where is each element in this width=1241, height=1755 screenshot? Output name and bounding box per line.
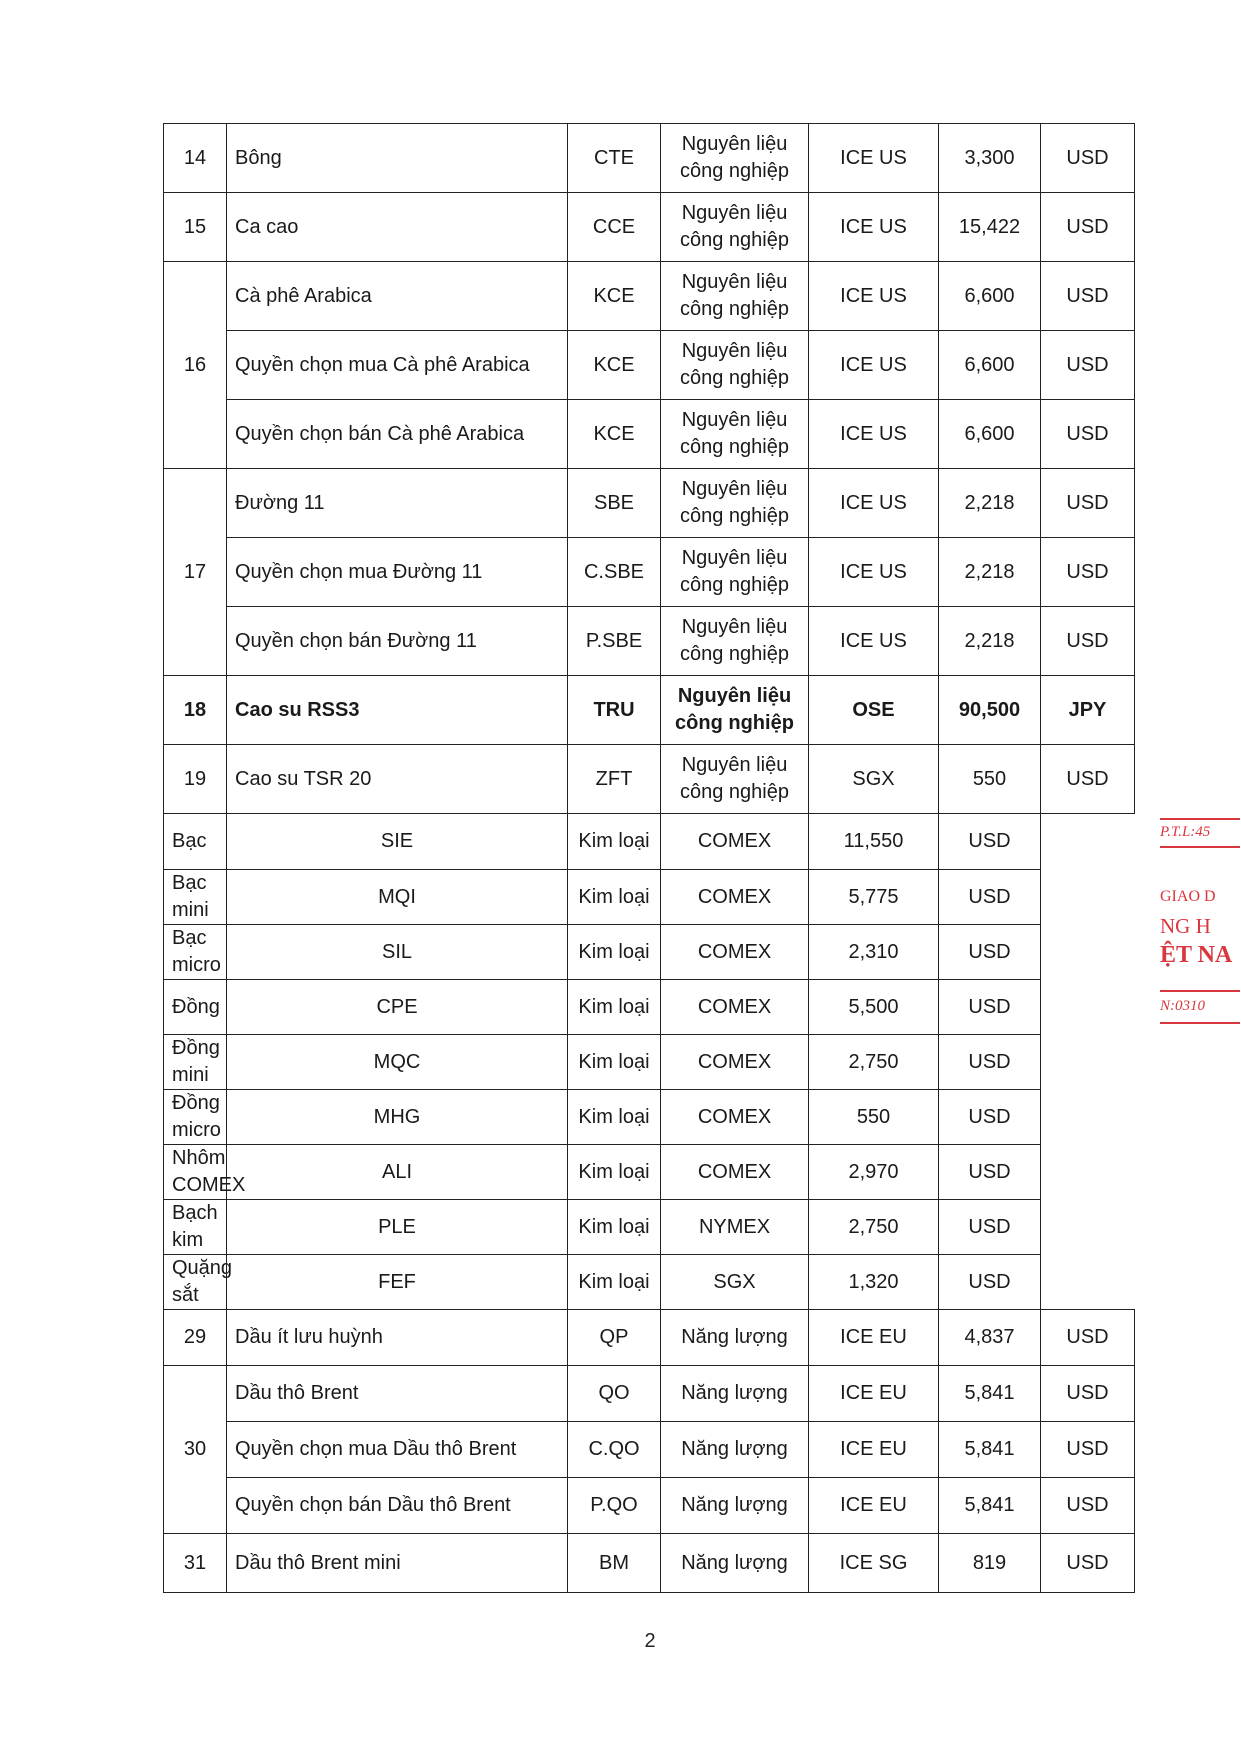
product-group-line: Nguyên liệu bbox=[681, 271, 788, 293]
product-group-line: công nghiệp bbox=[680, 781, 789, 803]
exchange: COMEX bbox=[661, 925, 809, 980]
product-code: C.SBE bbox=[568, 538, 661, 607]
product-code: KCE bbox=[568, 262, 661, 331]
table-body bbox=[164, 124, 1135, 1593]
currency: USD bbox=[1041, 745, 1135, 814]
product-group-line: Kim loại bbox=[578, 940, 650, 963]
product-code: MHG bbox=[227, 1090, 568, 1145]
product-group-line: Nguyên liệu bbox=[681, 340, 788, 362]
currency: USD bbox=[939, 1200, 1041, 1255]
table-row bbox=[164, 1366, 1135, 1422]
product-code: CPE bbox=[227, 980, 568, 1035]
product-name: Bạch kim bbox=[164, 1200, 227, 1255]
product-name: Bạc mini bbox=[164, 870, 227, 925]
margin-value: 819 bbox=[939, 1534, 1041, 1593]
currency: USD bbox=[1041, 262, 1135, 331]
product-group bbox=[661, 1310, 809, 1366]
product-name: Nhôm COMEX bbox=[164, 1145, 227, 1200]
stamp-text-4: ỆT NA bbox=[1160, 942, 1233, 968]
stamp-text-1: P.T.L:45 bbox=[1160, 824, 1211, 840]
table-row bbox=[164, 1090, 1135, 1145]
margin-value: 2,750 bbox=[809, 1035, 939, 1090]
product-code: QP bbox=[568, 1310, 661, 1366]
table-row bbox=[164, 193, 1135, 262]
currency: USD bbox=[939, 1145, 1041, 1200]
row-number: 19 bbox=[164, 745, 227, 814]
exchange: ICE US bbox=[809, 469, 939, 538]
table-row bbox=[164, 1310, 1135, 1366]
product-code: FEF bbox=[227, 1255, 568, 1310]
table-row bbox=[164, 1478, 1135, 1534]
product-group-line: Kim loại bbox=[578, 1050, 650, 1073]
product-name: Dầu thô Brent mini bbox=[227, 1534, 568, 1593]
margin-value: 2,218 bbox=[939, 607, 1041, 676]
product-group-line: Nguyên liệu bbox=[681, 547, 788, 569]
margin-value: 2,218 bbox=[939, 538, 1041, 607]
product-name: Đồng bbox=[164, 980, 227, 1035]
product-group bbox=[661, 1534, 809, 1593]
product-group-line: Nguyên liệu bbox=[677, 685, 792, 707]
product-group-line: Kim loại bbox=[578, 1160, 650, 1183]
table-row bbox=[164, 262, 1135, 331]
currency: USD bbox=[939, 1035, 1041, 1090]
product-group-line: Kim loại bbox=[578, 1105, 650, 1128]
currency: USD bbox=[1041, 331, 1135, 400]
exchange: COMEX bbox=[661, 1090, 809, 1145]
exchange: COMEX bbox=[661, 1145, 809, 1200]
table-row bbox=[164, 925, 1135, 980]
product-group bbox=[568, 980, 661, 1035]
table-row bbox=[164, 1255, 1135, 1310]
product-group bbox=[568, 1035, 661, 1090]
margin-value: 4,837 bbox=[939, 1310, 1041, 1366]
stamp-line bbox=[1160, 818, 1240, 820]
exchange: NYMEX bbox=[661, 1200, 809, 1255]
product-group-line: Kim loại bbox=[578, 995, 650, 1018]
row-number: 15 bbox=[164, 193, 227, 262]
margin-value: 2,218 bbox=[939, 469, 1041, 538]
product-name: Quyền chọn bán Đường 11 bbox=[227, 607, 568, 676]
product-code: TRU bbox=[568, 676, 661, 745]
exchange: ICE US bbox=[809, 262, 939, 331]
table-row bbox=[164, 745, 1135, 814]
margin-value: 6,600 bbox=[939, 262, 1041, 331]
product-group bbox=[568, 1200, 661, 1255]
margin-value: 15,422 bbox=[939, 193, 1041, 262]
product-group-line: công nghiệp bbox=[680, 505, 789, 527]
currency: USD bbox=[1041, 1366, 1135, 1422]
exchange: ICE EU bbox=[809, 1310, 939, 1366]
product-name: Ca cao bbox=[227, 193, 568, 262]
product-group-line: Nguyên liệu bbox=[681, 616, 788, 638]
product-group-line: Năng lượng bbox=[681, 1494, 788, 1516]
product-group bbox=[661, 262, 809, 331]
exchange: SGX bbox=[809, 745, 939, 814]
table-row bbox=[164, 1422, 1135, 1478]
product-group-line: Kim loại bbox=[578, 1270, 650, 1293]
product-code: QO bbox=[568, 1366, 661, 1422]
margin-value: 5,841 bbox=[939, 1422, 1041, 1478]
exchange: ICE US bbox=[809, 538, 939, 607]
currency: USD bbox=[1041, 538, 1135, 607]
product-group bbox=[568, 1255, 661, 1310]
exchange: COMEX bbox=[661, 1035, 809, 1090]
table-row bbox=[164, 469, 1135, 538]
table-row bbox=[164, 538, 1135, 607]
product-group bbox=[661, 193, 809, 262]
product-code: CCE bbox=[568, 193, 661, 262]
currency: USD bbox=[1041, 1422, 1135, 1478]
exchange: COMEX bbox=[661, 814, 809, 870]
exchange: ICE US bbox=[809, 193, 939, 262]
product-group bbox=[568, 1145, 661, 1200]
exchange: COMEX bbox=[661, 870, 809, 925]
product-group-line: Năng lượng bbox=[681, 1326, 788, 1348]
product-name: Đồng micro bbox=[164, 1090, 227, 1145]
product-group-line: Năng lượng bbox=[681, 1382, 788, 1404]
exchange: COMEX bbox=[661, 980, 809, 1035]
red-seal-stamp bbox=[1160, 808, 1241, 1038]
product-group-line: công nghiệp bbox=[680, 436, 789, 458]
product-name: Quyền chọn bán Dầu thô Brent bbox=[227, 1478, 568, 1534]
commodity-table bbox=[163, 123, 1135, 1593]
currency: USD bbox=[939, 1255, 1041, 1310]
product-name: Cao su TSR 20 bbox=[227, 745, 568, 814]
product-group-line: Kim loại bbox=[578, 1215, 650, 1238]
currency: USD bbox=[939, 814, 1041, 870]
product-name: Quyền chọn mua Cà phê Arabica bbox=[227, 331, 568, 400]
product-name: Quặng sắt bbox=[164, 1255, 227, 1310]
product-name: Cao su RSS3 bbox=[227, 676, 568, 745]
product-name: Quyền chọn bán Cà phê Arabica bbox=[227, 400, 568, 469]
currency: USD bbox=[939, 1090, 1041, 1145]
product-group-line: công nghiệp bbox=[680, 160, 789, 182]
product-group bbox=[568, 925, 661, 980]
product-code: BM bbox=[568, 1534, 661, 1593]
product-code: SBE bbox=[568, 469, 661, 538]
currency: USD bbox=[1041, 607, 1135, 676]
product-group bbox=[661, 676, 809, 745]
exchange: ICE US bbox=[809, 124, 939, 193]
product-group bbox=[568, 870, 661, 925]
table-row bbox=[164, 607, 1135, 676]
row-number: 18 bbox=[164, 676, 227, 745]
exchange: ICE US bbox=[809, 331, 939, 400]
table-row bbox=[164, 124, 1135, 193]
product-code: MQC bbox=[227, 1035, 568, 1090]
product-group bbox=[661, 745, 809, 814]
currency: USD bbox=[1041, 400, 1135, 469]
table-row bbox=[164, 1200, 1135, 1255]
product-group bbox=[661, 400, 809, 469]
table-row bbox=[164, 814, 1135, 870]
product-group-line: công nghiệp bbox=[680, 643, 789, 665]
currency: USD bbox=[939, 980, 1041, 1035]
product-group-line: Năng lượng bbox=[681, 1551, 788, 1574]
margin-value: 2,310 bbox=[809, 925, 939, 980]
currency: USD bbox=[939, 870, 1041, 925]
product-code: ZFT bbox=[568, 745, 661, 814]
product-group-line: Năng lượng bbox=[681, 1438, 788, 1460]
row-number: 16 bbox=[164, 262, 227, 469]
product-group-line: công nghiệp bbox=[680, 298, 789, 320]
currency: USD bbox=[1041, 1478, 1135, 1534]
product-group-line: công nghiệp bbox=[680, 229, 789, 251]
currency: USD bbox=[1041, 1310, 1135, 1366]
product-group-line: Nguyên liệu bbox=[681, 409, 788, 431]
table-row bbox=[164, 980, 1135, 1035]
product-code: SIE bbox=[227, 814, 568, 870]
product-code: SIL bbox=[227, 925, 568, 980]
product-code: P.SBE bbox=[568, 607, 661, 676]
product-group bbox=[661, 607, 809, 676]
exchange: ICE EU bbox=[809, 1422, 939, 1478]
margin-value: 6,600 bbox=[939, 331, 1041, 400]
product-group bbox=[568, 814, 661, 870]
product-name: Quyền chọn mua Dầu thô Brent bbox=[227, 1422, 568, 1478]
product-name: Cà phê Arabica bbox=[227, 262, 568, 331]
margin-value: 3,300 bbox=[939, 124, 1041, 193]
product-group bbox=[568, 1090, 661, 1145]
product-group-line: công nghiệp bbox=[680, 574, 789, 596]
exchange: ICE US bbox=[809, 607, 939, 676]
stamp-text-5: N:0310 bbox=[1160, 998, 1205, 1014]
exchange: OSE bbox=[809, 676, 939, 745]
product-group bbox=[661, 1366, 809, 1422]
product-code: P.QO bbox=[568, 1478, 661, 1534]
margin-value: 550 bbox=[939, 745, 1041, 814]
product-name: Quyền chọn mua Đường 11 bbox=[227, 538, 568, 607]
table-row bbox=[164, 331, 1135, 400]
product-code: ALI bbox=[227, 1145, 568, 1200]
table-row bbox=[164, 676, 1135, 745]
table-row bbox=[164, 870, 1135, 925]
product-name: Dầu ít lưu huỳnh bbox=[227, 1310, 568, 1366]
margin-value: 1,320 bbox=[809, 1255, 939, 1310]
product-group bbox=[661, 538, 809, 607]
product-name: Đường 11 bbox=[227, 469, 568, 538]
margin-value: 90,500 bbox=[939, 676, 1041, 745]
product-group-line: Kim loại bbox=[578, 830, 650, 852]
currency: USD bbox=[1041, 1534, 1135, 1593]
product-group-line: Nguyên liệu bbox=[681, 478, 788, 500]
product-group bbox=[661, 124, 809, 193]
product-name: Bạc micro bbox=[164, 925, 227, 980]
product-code: KCE bbox=[568, 331, 661, 400]
product-code: CTE bbox=[568, 124, 661, 193]
exchange: ICE EU bbox=[809, 1478, 939, 1534]
table-row bbox=[164, 1035, 1135, 1090]
product-group bbox=[661, 469, 809, 538]
product-group-line: công nghiệp bbox=[680, 367, 789, 389]
currency: USD bbox=[1041, 469, 1135, 538]
product-code: C.QO bbox=[568, 1422, 661, 1478]
table-row bbox=[164, 400, 1135, 469]
margin-value: 11,550 bbox=[809, 814, 939, 870]
exchange: SGX bbox=[661, 1255, 809, 1310]
exchange: ICE SG bbox=[809, 1534, 939, 1593]
margin-value: 5,841 bbox=[939, 1478, 1041, 1534]
margin-value: 2,750 bbox=[809, 1200, 939, 1255]
margin-value: 6,600 bbox=[939, 400, 1041, 469]
table-row bbox=[164, 1145, 1135, 1200]
row-number: 30 bbox=[164, 1366, 227, 1534]
product-code: PLE bbox=[227, 1200, 568, 1255]
currency: USD bbox=[1041, 124, 1135, 193]
product-group bbox=[661, 331, 809, 400]
product-group-line: Nguyên liệu bbox=[681, 202, 788, 224]
product-name: Đồng mini bbox=[164, 1035, 227, 1090]
exchange: ICE US bbox=[809, 400, 939, 469]
product-code: KCE bbox=[568, 400, 661, 469]
row-number: 14 bbox=[164, 124, 227, 193]
table-row bbox=[164, 1534, 1135, 1593]
margin-value: 5,500 bbox=[809, 980, 939, 1035]
product-group bbox=[661, 1422, 809, 1478]
margin-value: 550 bbox=[809, 1090, 939, 1145]
currency: USD bbox=[939, 925, 1041, 980]
page-number: 2 bbox=[644, 1630, 656, 1652]
stamp-line bbox=[1160, 1022, 1240, 1024]
stamp-text-3: NG H bbox=[1160, 914, 1211, 938]
product-group-line: công nghiệp bbox=[675, 712, 794, 734]
product-name: Bông bbox=[227, 124, 568, 193]
stamp-line bbox=[1160, 846, 1240, 848]
row-number: 17 bbox=[164, 469, 227, 676]
row-number: 29 bbox=[164, 1310, 227, 1366]
currency: USD bbox=[1041, 193, 1135, 262]
row-number: 31 bbox=[164, 1534, 227, 1593]
margin-value: 2,970 bbox=[809, 1145, 939, 1200]
product-group-line: Kim loại bbox=[578, 885, 650, 908]
product-group bbox=[661, 1478, 809, 1534]
stamp-text-2: GIAO D bbox=[1160, 888, 1216, 905]
margin-value: 5,841 bbox=[939, 1366, 1041, 1422]
product-group-line: Nguyên liệu bbox=[681, 133, 788, 155]
currency: JPY bbox=[1041, 676, 1135, 745]
product-group-line: Nguyên liệu bbox=[681, 754, 788, 776]
margin-value: 5,775 bbox=[809, 870, 939, 925]
exchange: ICE EU bbox=[809, 1366, 939, 1422]
stamp-line bbox=[1160, 990, 1240, 992]
product-name: Bạc bbox=[164, 814, 227, 870]
product-name: Dầu thô Brent bbox=[227, 1366, 568, 1422]
product-code: MQI bbox=[227, 870, 568, 925]
